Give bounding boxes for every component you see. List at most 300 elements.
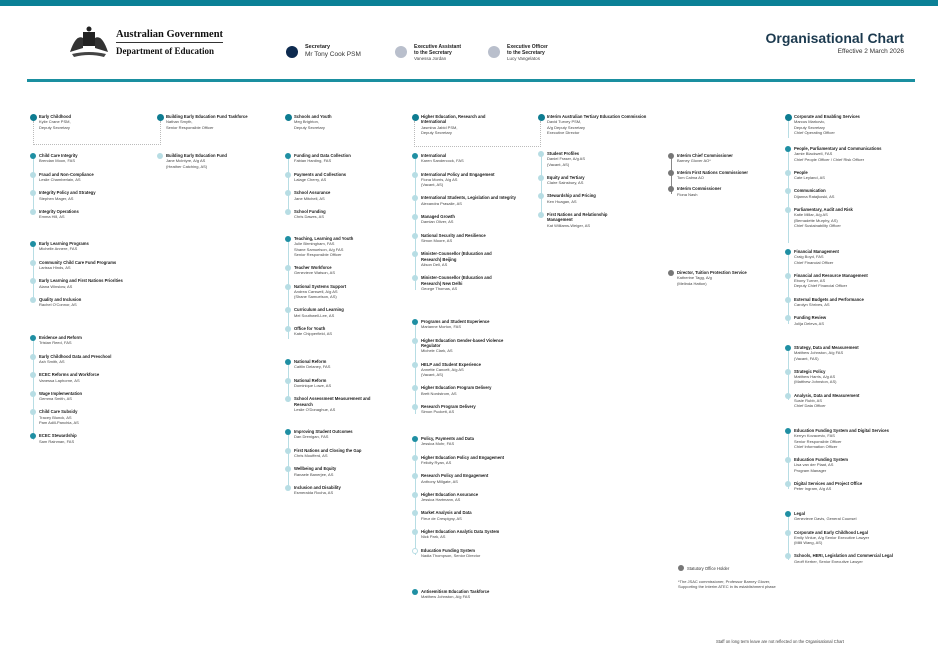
org-unit — [285, 396, 405, 412]
unit-title: Interim Chief Commissioner — [677, 153, 733, 158]
unit-dot-icon — [785, 315, 791, 321]
org-unit — [668, 153, 783, 164]
org-unit — [412, 153, 527, 164]
org-unit — [30, 209, 150, 220]
unit-title: Child Care Subsidy — [39, 409, 78, 415]
unit-dot-icon — [412, 275, 418, 281]
exec-officer-title2: to the Secretary — [507, 50, 545, 56]
chart-title-block — [766, 30, 904, 55]
org-unit — [785, 170, 930, 181]
unit-dot-icon — [785, 345, 791, 351]
unit-person: Caitlin Delaney, FAS — [294, 364, 331, 370]
unit-person: Fiona Nash — [677, 191, 698, 197]
unit-person: Mel Southwell-Lee, AS — [294, 312, 335, 318]
unit-title: Community Child Care Fund Programs — [39, 259, 117, 265]
unit-dot-icon — [30, 278, 36, 284]
unit-person: Vanessa Laphorne, AS — [39, 377, 80, 383]
org-unit — [785, 393, 930, 409]
unit-person: Jessica Mohr, FAS — [421, 441, 455, 447]
org-unit — [285, 236, 405, 257]
unit-person: Meg Brighton, — [294, 119, 319, 125]
unit-title: National Reform — [294, 377, 327, 383]
unit-title: Higher Education, Research and International — [421, 114, 486, 125]
org-unit — [30, 153, 150, 164]
unit-title: External Budgets and Performance — [794, 296, 864, 302]
government-name: Australian Government — [116, 29, 223, 43]
unit-dot-icon — [785, 170, 791, 176]
org-unit — [412, 338, 527, 354]
unit-title: International Students, Legislation and Integrity — [421, 195, 516, 201]
column-corporate-enabling — [785, 114, 925, 135]
org-unit — [285, 326, 405, 337]
unit-title: Early Childhood Data and Preschool — [39, 353, 112, 359]
secretary-title: Secretary — [305, 44, 331, 50]
secretary-name: Mr Tony Cook PSM — [305, 51, 361, 58]
unit-dot-icon — [538, 151, 544, 157]
unit-person: Emily Vinlue, A/g Senior Executive Lawyer — [794, 535, 870, 541]
unit-dot-icon — [412, 214, 418, 220]
group-antisemitism-taskforce — [412, 589, 532, 600]
org-unit — [412, 251, 527, 267]
government-logo — [66, 22, 224, 62]
unit-title: Policy, Payments and Data — [421, 436, 474, 441]
unit-person: Fiona Morris, A/g AS — [421, 177, 458, 183]
unit-title: People — [794, 169, 808, 175]
unit-person: George Thomas, AS — [421, 286, 458, 292]
unit-person: Sam Rainman, FAS — [39, 438, 75, 444]
org-unit — [668, 270, 783, 286]
unit-title: ECEC Reforms and Workforce — [39, 372, 100, 378]
group-tuition-protection — [668, 270, 783, 286]
org-unit — [785, 457, 935, 473]
statutory-legend-dot-icon — [678, 565, 684, 571]
unit-person: Nadia Thompson, Senior Director — [421, 553, 481, 559]
unit-person: Simon Puckett, AS — [421, 409, 455, 415]
unit-person: Simon Moore, AS — [421, 238, 453, 244]
unit-role: A/g Deputy Secretary — [547, 124, 586, 130]
unit-dot-icon — [785, 369, 791, 375]
org-unit — [285, 466, 405, 477]
unit-title: National Security and Resilience — [421, 232, 486, 238]
unit-dot-icon — [285, 326, 291, 332]
unit-dot-icon — [412, 195, 418, 201]
lead-dot-icon — [538, 114, 545, 121]
unit-dot-icon — [785, 146, 791, 152]
unit-title: Quality and Inclusion — [39, 296, 82, 302]
unit-dot-icon — [785, 273, 791, 279]
unit-person: Matthew Johnston, A/g FAS — [421, 594, 471, 600]
column-higher-education — [412, 114, 522, 135]
unit-title: First Nations and Relationship Management — [547, 212, 608, 223]
exec-officer-dot-icon — [488, 46, 500, 58]
unit-person: (Vacant, AS) — [547, 161, 570, 167]
org-unit — [785, 511, 935, 522]
unit-dot-icon — [285, 396, 291, 402]
lead-dot-icon — [785, 114, 792, 121]
unit-title: Inclusion and Disability — [294, 484, 341, 490]
unit-person: Lalage Cherry, AS — [294, 177, 327, 183]
unit-person: Katie Millar, A/g AS — [794, 212, 828, 218]
unit-title: Early Childhood — [39, 114, 72, 119]
unit-dot-icon — [412, 172, 418, 178]
org-unit — [412, 455, 532, 466]
org-unit-lead — [785, 114, 925, 135]
top-banner — [0, 0, 938, 6]
unit-title: Payments and Collections — [294, 171, 347, 177]
unit-dot-icon — [412, 251, 418, 257]
unit-dot-icon — [412, 492, 418, 498]
unit-person: Ash Smith, AS — [39, 359, 65, 365]
unit-title: Schools, HERI, Legislation and Commercial Legal — [794, 553, 893, 559]
org-unit — [412, 275, 527, 291]
unit-dot-icon — [30, 335, 36, 341]
unit-person: Karen Sandercock, FAS — [421, 158, 464, 164]
org-unit — [412, 319, 527, 330]
unit-person: Daniel Fraser, A/g AS — [547, 156, 586, 162]
unit-title: Market Analysis and Data — [421, 510, 472, 516]
unit-role: Chief Data Officer — [794, 403, 826, 409]
unit-person: Dominique Lowe, AS — [294, 383, 332, 389]
unit-dot-icon — [285, 378, 291, 384]
unit-person: Chris Moufferd, AS — [294, 453, 328, 459]
unit-person: Andrea Carswell, A/g AS — [294, 289, 338, 295]
org-unit — [285, 448, 405, 459]
unit-role: Chief Sustainability Officer — [794, 222, 841, 228]
unit-person: Anthony Millgate, AS — [421, 478, 458, 484]
unit-title: Evidence and Reform — [39, 335, 82, 340]
unit-person: Fleur de Crespigny, AS — [421, 515, 462, 521]
group-beef — [157, 153, 277, 169]
group-teaching-learning — [285, 236, 405, 337]
org-unit — [412, 214, 527, 225]
unit-role: Deputy Chief Financial Officer — [794, 283, 848, 289]
unit-dot-icon — [285, 265, 291, 271]
exec-assistant-title2: to the Secretary — [414, 50, 452, 56]
unit-title: Antisemitism Education Taskforce — [421, 589, 490, 594]
org-unit — [30, 335, 155, 346]
unit-title: Analysis, Data and Measurement — [794, 392, 860, 398]
unit-dot-icon — [785, 457, 791, 463]
unit-person: Stephen Mager, AS — [39, 195, 74, 201]
unit-person: Genevieve Watson, AS — [294, 270, 335, 276]
unit-dot-icon — [412, 529, 418, 535]
unit-person: Peter Ingram, A/g AS — [794, 486, 832, 492]
unit-dot-icon — [412, 510, 418, 516]
unit-dot-icon — [412, 153, 418, 159]
group-international — [412, 153, 527, 291]
org-unit — [412, 473, 532, 484]
unit-dot-icon — [30, 409, 36, 415]
unit-person: Ebony Turner, AS — [794, 278, 826, 284]
unit-title: Equity and Tertiary — [547, 174, 585, 180]
org-unit — [412, 492, 532, 503]
unit-dot-icon — [785, 511, 791, 517]
unit-dot-icon — [538, 175, 544, 181]
unit-title: ECEC Stewardship — [39, 433, 77, 439]
org-unit — [30, 172, 150, 183]
org-unit — [538, 193, 653, 204]
department-name: Department of Education — [116, 45, 214, 56]
org-unit — [30, 297, 155, 308]
org-unit — [538, 151, 653, 167]
group-evidence-reform — [30, 335, 155, 444]
secretary-box — [286, 44, 361, 59]
org-unit — [30, 372, 155, 383]
lead-dot-icon — [412, 114, 419, 121]
org-unit — [785, 315, 930, 326]
unit-person: (Bernadette Murphy, AS) — [794, 217, 838, 223]
group-child-care-integrity — [30, 153, 150, 219]
unit-title: International — [421, 153, 447, 158]
unit-title: Building Early Education Fund — [166, 153, 227, 158]
org-unit — [785, 428, 935, 449]
unit-person: Annette Cancelt, A/g AS — [421, 367, 464, 373]
org-unit — [785, 249, 930, 265]
unit-person: Jane Mitchell, AS — [294, 195, 325, 201]
unit-title: Education Funding System — [421, 547, 475, 553]
group-education-funding-digital — [785, 428, 935, 491]
statutory-dot-icon — [668, 186, 674, 192]
unit-person: Pam Adill-Panchia, AS — [39, 420, 79, 426]
unit-person: Kate Chipperfield, AS — [294, 331, 333, 337]
org-unit — [412, 362, 527, 378]
unit-person: Nathan Smyth, — [166, 119, 193, 125]
org-unit — [285, 265, 405, 276]
unit-dot-icon — [412, 455, 418, 461]
statutory-dot-icon — [668, 170, 674, 176]
unit-title: Higher Education Assurance — [421, 491, 479, 497]
unit-person: Larissa Hinds, AS — [39, 265, 71, 271]
org-unit — [412, 404, 527, 415]
unit-title: Early Learning Programs — [39, 241, 89, 246]
org-unit-lead — [157, 114, 277, 130]
unit-title: Wellbeing and Equity — [294, 466, 337, 472]
unit-dot-icon — [412, 404, 418, 410]
unit-person: Jane McIntyre, A/g AS — [166, 158, 206, 164]
org-unit — [785, 345, 930, 361]
unit-person: Barney Glover AO* — [677, 158, 711, 164]
column-interim-atec — [538, 114, 653, 135]
unit-title: HELP and Student Experience — [421, 361, 481, 367]
unit-title: Director, Tuition Protection Service — [677, 270, 747, 275]
org-unit — [285, 429, 405, 440]
unit-person: Susie Rubb, AS — [794, 398, 823, 404]
group-people-parliamentary — [785, 146, 930, 228]
org-unit — [538, 212, 653, 228]
unit-dot-icon — [785, 481, 791, 487]
unit-person: Kerryn Kovacevic, FAS — [794, 433, 835, 439]
unit-title: People, Parliamentary and Communications — [794, 146, 882, 151]
legend-label: Statutory Office Holder — [687, 565, 730, 571]
unit-title: Higher Education Program Delivery — [421, 385, 492, 391]
unit-title: Managed Growth — [421, 214, 455, 220]
unit-title: Teaching, Learning and Youth — [294, 236, 354, 241]
unit-dot-icon — [285, 448, 291, 454]
org-unit — [668, 186, 783, 197]
unit-dot-icon — [785, 428, 791, 434]
unit-dot-icon — [285, 209, 291, 215]
unit-dot-icon — [412, 589, 418, 595]
unit-person: Tristan Reed, FAS — [39, 340, 72, 346]
unit-title: Research Policy and Engagement — [421, 473, 489, 479]
org-unit — [785, 481, 935, 492]
unit-role: Deputy Secretary — [421, 130, 452, 136]
unit-title: Strategic Policy — [794, 368, 826, 374]
unit-role: Program Manager — [794, 467, 827, 473]
unit-person: Leslie Chamberlain, AS — [39, 177, 81, 183]
unit-dot-icon — [785, 188, 791, 194]
exec-assistant-dot-icon — [395, 46, 407, 58]
unit-title: First Nations and Closing the Gap — [294, 447, 362, 453]
org-unit — [412, 510, 532, 521]
unit-dot-icon — [785, 393, 791, 399]
unit-person: Chris Dawes, AS — [294, 214, 325, 220]
unit-dot-icon — [785, 530, 791, 536]
unit-person: (Matthew Johnston, AS) — [794, 379, 837, 385]
unit-role: Chief People Officer / Chief Risk Officer — [794, 156, 865, 162]
unit-person: Carolyn Shrives, AS — [794, 302, 830, 308]
unit-title: Improving Student Outcomes — [294, 429, 353, 434]
org-unit — [412, 548, 532, 559]
unit-role: Executive Director — [547, 129, 580, 135]
unit-title: Higher Education Gender-based Violence Regulator — [421, 337, 504, 349]
secretary-dot-icon — [286, 46, 298, 58]
unit-title: Minister-Counsellor (Education and Research) Beijing — [421, 251, 492, 262]
unit-person: Jamie Blackwell, FAS — [794, 151, 833, 157]
org-unit — [785, 369, 930, 385]
unit-dot-icon — [30, 372, 36, 378]
unit-person: Marcus Markovic, — [794, 119, 826, 125]
exec-assistant-box — [395, 44, 461, 62]
group-atec-units — [538, 151, 653, 228]
unit-title: Higher Education Policy and Engagement — [421, 454, 505, 460]
unit-title: Child Care Integrity — [39, 153, 78, 158]
unit-dot-icon — [285, 429, 291, 435]
unit-person: Gemma Smith, AS — [39, 396, 72, 402]
unit-role: Deputy Secretary — [39, 124, 70, 130]
unit-role: Senior Responsible Officer — [794, 438, 842, 444]
unit-role: Chief Operating Officer — [794, 129, 835, 135]
org-unit — [285, 172, 405, 183]
unit-title: Higher Education Analytic Data System — [421, 529, 500, 535]
group-programs-student-experience — [412, 319, 527, 415]
unit-person: Shane Samuelson, A/g FAS — [294, 246, 344, 252]
unit-title: Financial Management — [794, 249, 839, 254]
unit-person: Rachel O'Connor, AS — [39, 302, 77, 308]
org-unit — [785, 297, 930, 308]
unit-title: Funding Review — [794, 315, 827, 321]
unit-dot-icon — [785, 297, 791, 303]
unit-title: Teacher Workforce — [294, 265, 332, 271]
unit-title: Integrity Policy and Strategy — [39, 190, 96, 196]
unit-dot-icon — [30, 153, 36, 159]
unit-person: Matthew Harris, A/g AS — [794, 374, 836, 380]
column-commissioners — [668, 153, 783, 197]
unit-person: Alison Dell, AS — [421, 262, 448, 268]
group-policy-payments-data — [412, 436, 532, 558]
effective-date: Effective 2 March 2026 — [837, 48, 904, 55]
unit-person: Genevieve Davis, General Counsel — [794, 516, 857, 522]
unit-title: Financial and Resource Management — [794, 272, 868, 278]
exec-officer-name: Lucy Vangelatos — [507, 56, 540, 61]
org-unit-lead — [285, 114, 405, 130]
unit-person: Fabian Harding, FAS — [294, 158, 332, 164]
org-unit — [785, 188, 930, 199]
unit-person: Damian Oliver, AS — [421, 219, 454, 225]
unit-dot-icon — [30, 190, 36, 196]
unit-person: (Milli Wang, AS) — [794, 540, 823, 546]
unit-dot-icon — [285, 236, 291, 242]
unit-title: School Funding — [294, 208, 326, 214]
unit-dot-icon — [30, 260, 36, 266]
unit-person: Ranaele Banerjee, AS — [294, 471, 334, 477]
unit-person: Tom Calma AO — [677, 175, 704, 181]
column-beef-taskforce — [157, 114, 277, 130]
unit-title: Education Funding System and Digital Services — [794, 428, 889, 433]
unit-title: School Assessment Measurement and Research — [294, 396, 371, 407]
unit-dot-icon — [30, 297, 36, 303]
org-unit — [412, 195, 527, 206]
org-unit-lead — [30, 114, 150, 130]
group-funding-data — [285, 153, 405, 219]
org-unit — [538, 175, 653, 186]
unit-title: Corporate and Early Childhood Legal — [794, 529, 868, 535]
unit-person: Brendan Moon, FAS — [39, 158, 76, 164]
unit-person: Geoff Kerber, Senior Executive Lawyer — [794, 558, 863, 564]
org-unit-lead — [412, 114, 522, 135]
org-unit — [785, 146, 930, 162]
unit-dot-icon — [157, 153, 163, 159]
org-unit — [412, 233, 527, 244]
unit-title: Legal — [794, 511, 805, 516]
unit-dot-icon — [412, 473, 418, 479]
unit-person: Craig Boyd, FAS — [794, 254, 824, 260]
unit-role: Senior Responsible Officer — [294, 251, 342, 257]
unit-title: Minister-Counsellor (Education and Research) New Delhi — [421, 275, 492, 286]
unit-title: Schools and Youth — [294, 114, 332, 119]
coat-of-arms-icon — [66, 24, 112, 60]
unit-dot-icon — [412, 385, 418, 391]
column-schools-youth — [285, 114, 405, 130]
statutory-dot-icon — [668, 153, 674, 159]
org-unit — [30, 278, 155, 289]
org-unit — [412, 529, 532, 540]
unit-person: Brett Nordstrom, AS — [421, 390, 457, 396]
unit-dot-icon — [30, 391, 36, 397]
unit-title: Office for Youth — [294, 326, 326, 332]
org-unit — [285, 307, 405, 318]
group-student-outcomes — [285, 429, 405, 495]
unit-person: (Melinda Hatton) — [677, 280, 707, 286]
unit-dot-icon — [412, 338, 418, 344]
unit-title: Wage Implementation — [39, 390, 83, 396]
unit-dot-icon — [785, 249, 791, 255]
group-legal — [785, 511, 935, 564]
unit-title: National Reform — [294, 359, 327, 364]
unit-title: Interim Commissioner — [677, 186, 722, 192]
unit-dot-icon — [785, 553, 791, 559]
unit-title: Communication — [794, 188, 826, 194]
exec-assistant-name: Vanessa Jordan — [414, 56, 447, 61]
lead-dot-icon — [285, 114, 292, 121]
unit-person: (Vacant, AS) — [421, 182, 444, 188]
unit-person: Alexandra Prasalie, AS — [421, 200, 462, 206]
group-early-learning — [30, 241, 155, 307]
unit-person: Tracey Blunck, AS — [39, 414, 72, 420]
unit-person: Julie Birmingham, FAS — [294, 241, 335, 247]
unit-title: Early Learning and First Nations Priorities — [39, 278, 123, 284]
org-unit — [30, 409, 155, 425]
